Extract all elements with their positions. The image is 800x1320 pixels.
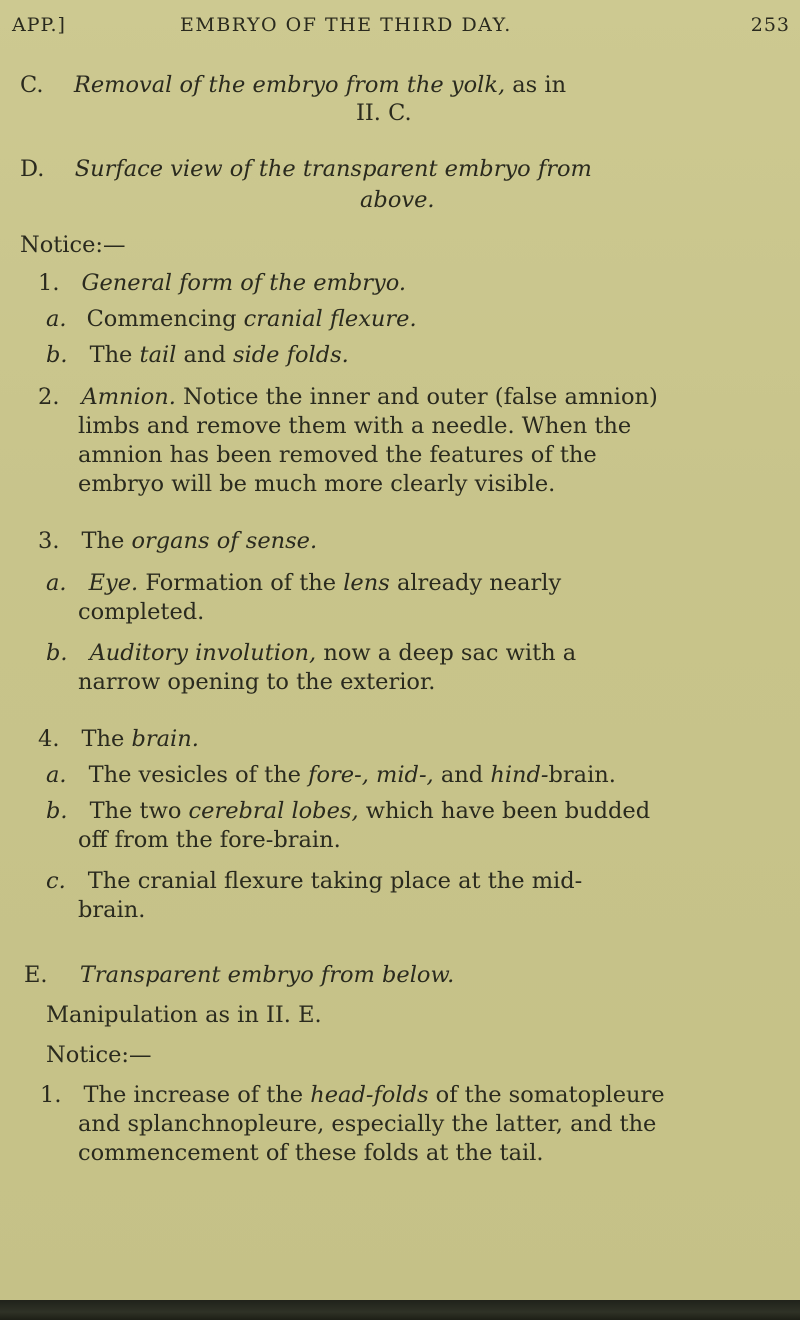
section-c-heading [20, 70, 566, 100]
section-d-heading [20, 154, 592, 184]
header-chapter-title: EMBRYO OF THE THIRD DAY. [180, 14, 512, 36]
page-bottom-edge [0, 1300, 800, 1320]
page-number: 253 [750, 14, 790, 36]
section-e-manipulation: Manipulation as in II. E. [46, 1002, 322, 1028]
item-4b-line2: off from the fore-brain. [78, 827, 341, 853]
section-c-title: Removal of the embryo from the yolk, [73, 72, 506, 98]
section-e-heading [24, 960, 454, 990]
section-e-item-1-line3: commencement of these folds at the tail. [78, 1140, 544, 1166]
item-3a: a. Eye. Formation of the lens already nearly [46, 570, 562, 596]
item-4: 4. The brain. [38, 726, 199, 752]
section-d-letter: D. [20, 156, 45, 182]
section-c-letter: C. [20, 72, 44, 98]
header-appendix-mark: APP.] [12, 14, 66, 36]
item-3b: b. Auditory involution, now a deep sac with a [46, 640, 577, 666]
section-e-title: Transparent embryo from below. [79, 962, 455, 988]
item-2-line3: amnion has been removed the features of the [78, 442, 597, 468]
item-4c-line2: brain. [78, 897, 146, 923]
item-4b: b. The two cerebral lobes, which have been budded [46, 798, 651, 824]
item-2-line4: embryo will be much more clearly visible. [78, 471, 556, 497]
section-e-item-1: 1. The increase of the head-folds of the somatopleure [40, 1082, 665, 1108]
item-3a-line2: completed. [78, 599, 205, 625]
section-c-title-tail: as in [505, 72, 567, 98]
item-4a: a. The vesicles of the fore-, mid-, and hind-brain. [46, 762, 616, 788]
running-head [12, 14, 790, 48]
item-2: 2. Amnion. Notice the inner and outer (false amnion) [38, 384, 658, 410]
item-4c: c. The cranial flexure taking place at the mid- [46, 868, 583, 894]
item-2-line2: limbs and remove them with a needle. When the [78, 413, 632, 439]
item-1: 1. General form of the embryo. [38, 270, 407, 296]
item-3: 3. The organs of sense. [38, 528, 318, 554]
section-d-notice: Notice:— [20, 232, 126, 258]
item-1b: b. The tail and side folds. [46, 342, 349, 368]
section-d-title-line2: above. [360, 187, 435, 213]
section-d-title: Surface view of the transparent embryo from [74, 156, 592, 182]
section-c-title-line2: II. C. [356, 100, 412, 126]
section-e-item-1-line2: and splanchnopleure, especially the latter, and the [78, 1111, 657, 1137]
section-e-notice: Notice:— [46, 1042, 152, 1068]
section-e-letter: E. [24, 962, 48, 988]
item-3b-line2: narrow opening to the exterior. [78, 669, 436, 695]
item-1a: a. Commencing cranial flexure. [46, 306, 417, 332]
